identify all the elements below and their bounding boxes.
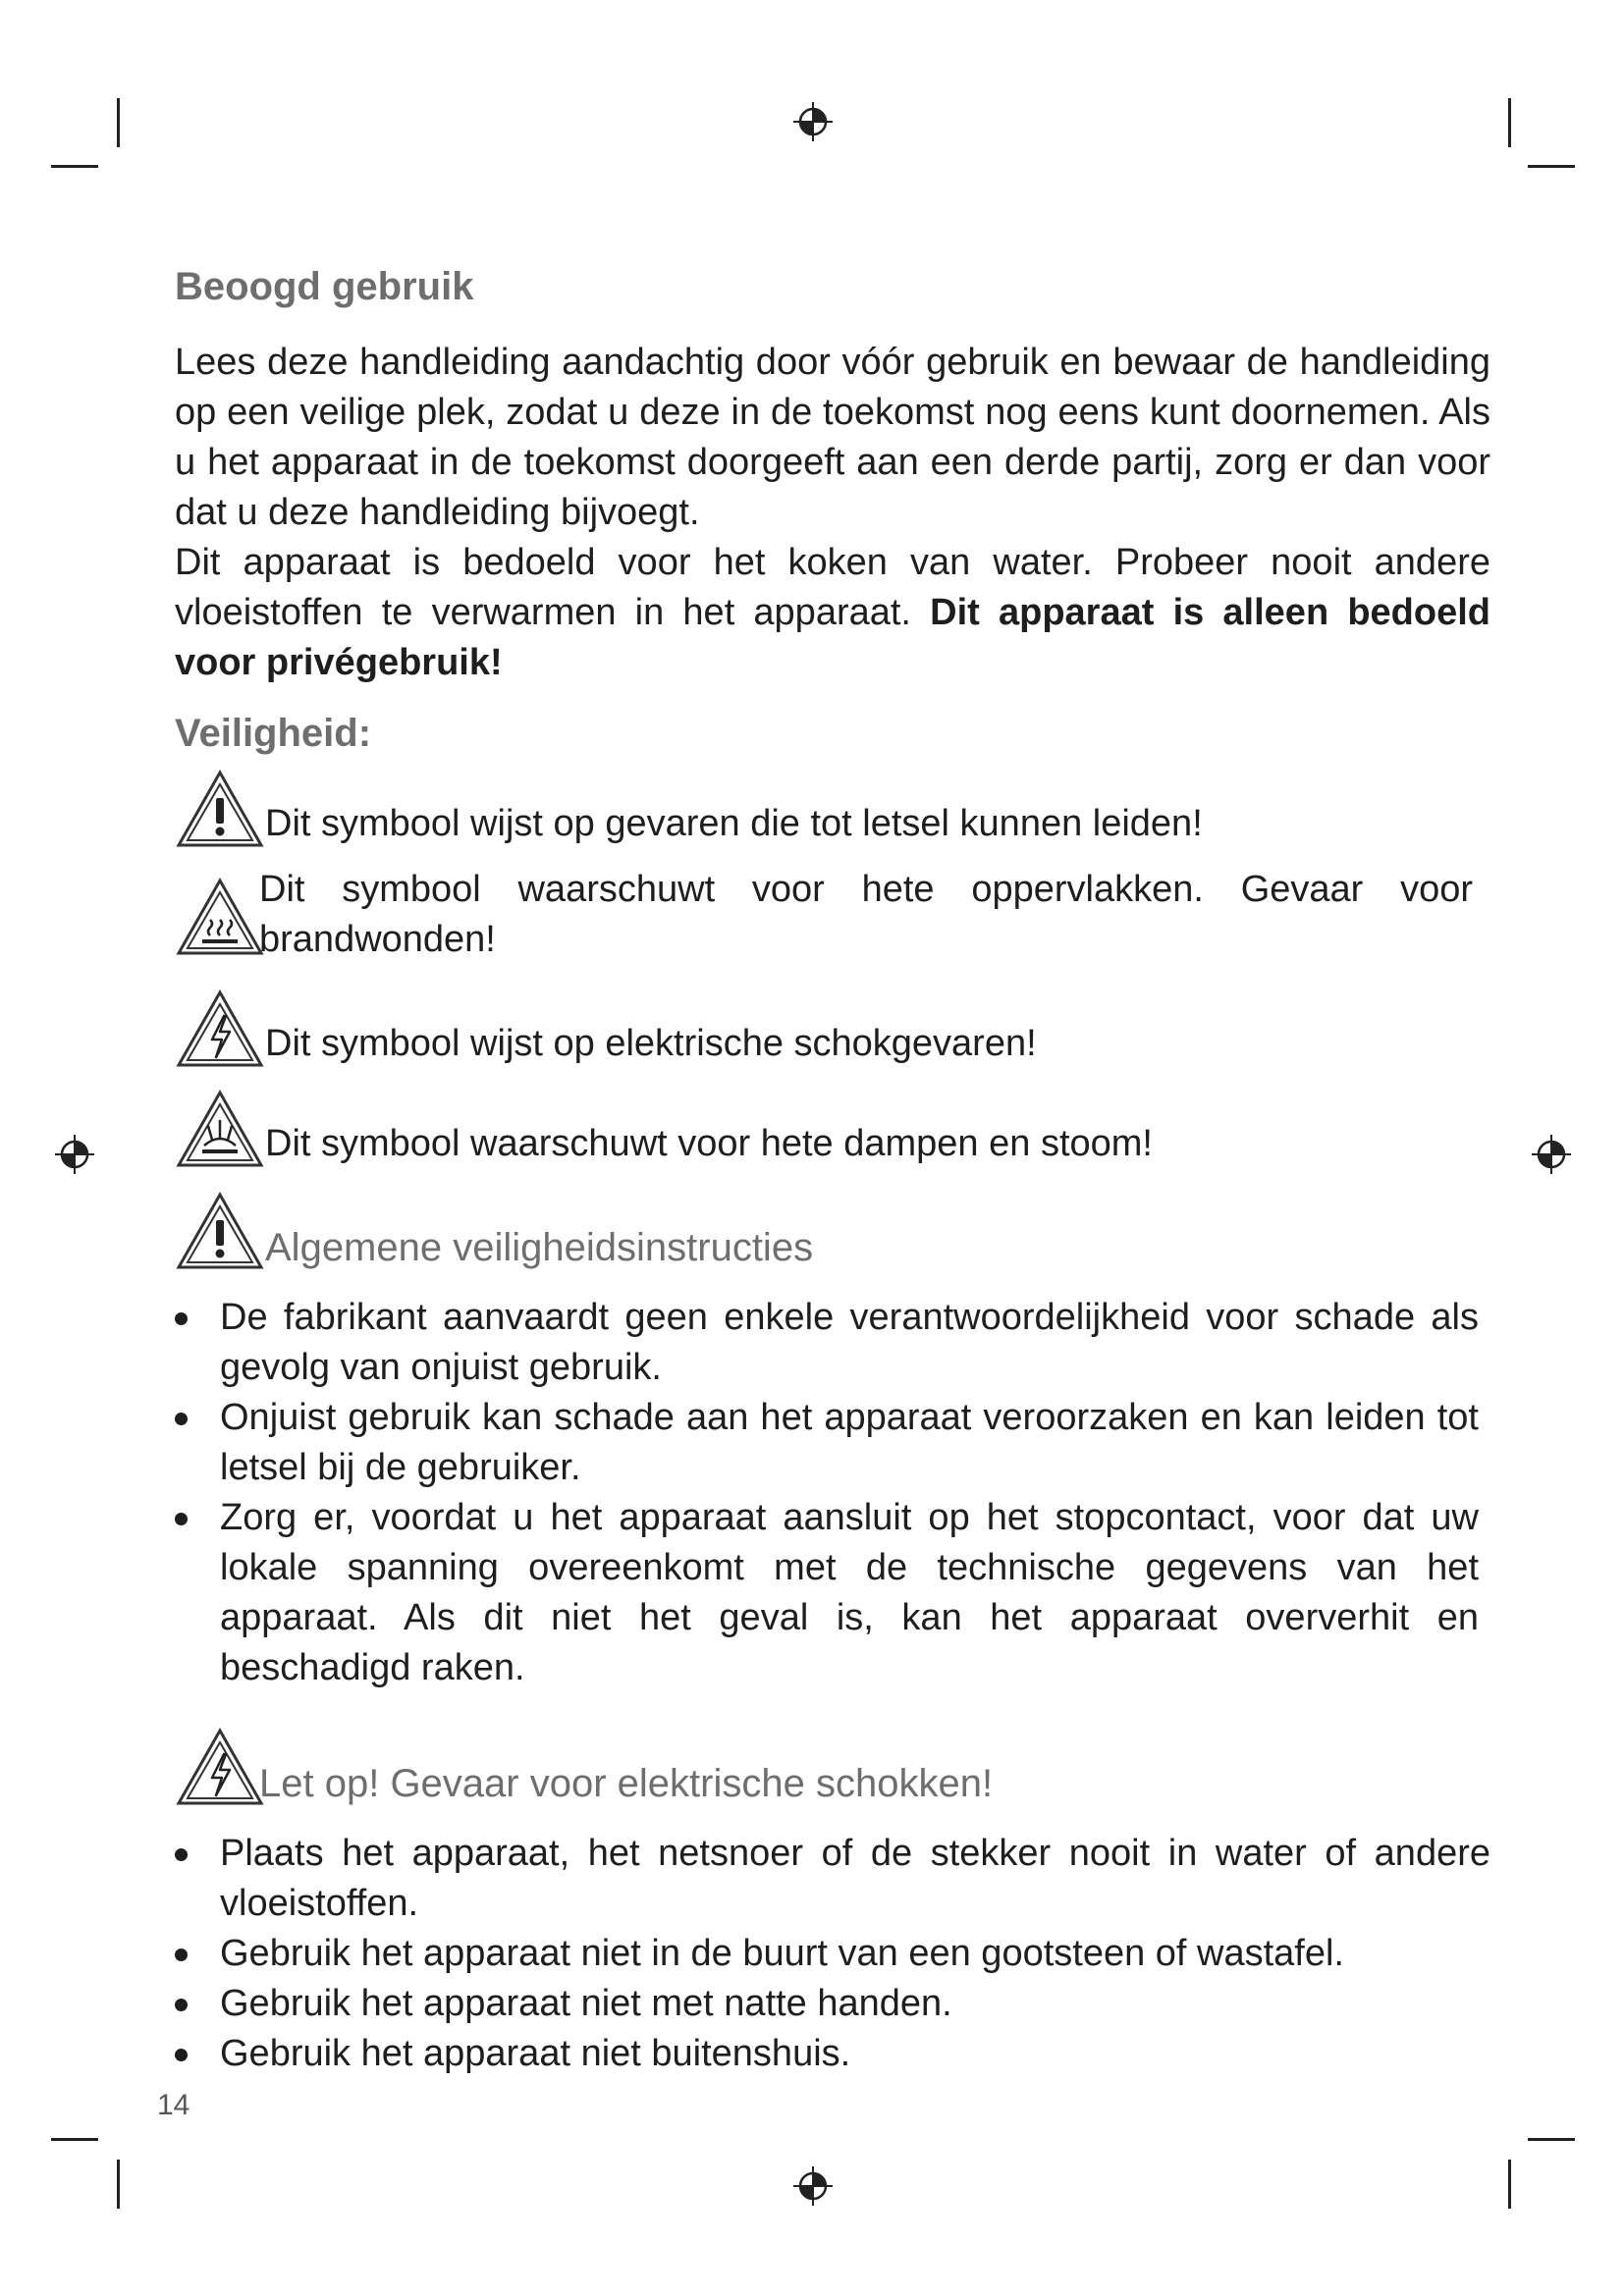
hot-steam-icon (175, 1089, 265, 1169)
list-item (175, 1829, 1490, 1929)
list-item (175, 2029, 1490, 2079)
list-item-text: Gebruik het apparaat niet buitenshuis. (220, 2033, 851, 2074)
general-safety-heading-row (175, 1191, 1490, 1271)
safety-heading: Veiligheid: (175, 712, 372, 755)
list-item-text: Plaats het apparaat, het netsnoer of de stekker nooit in water of andere vloeistoffen. (220, 1833, 1490, 1924)
crop-mark (1528, 2138, 1575, 2141)
crop-mark (1528, 165, 1575, 168)
bullet-dot (175, 1312, 188, 1325)
crop-mark (1508, 98, 1511, 147)
symbol-description: Dit symbool wijst op elektrische schokgevaren! (265, 1023, 1037, 1064)
bullet-dot (175, 1848, 188, 1861)
bullet-dot (175, 2049, 188, 2061)
general-safety-list (175, 1293, 1479, 1693)
crop-mark (51, 165, 98, 168)
electric-shock-icon (175, 988, 265, 1069)
bullet-dot (175, 1949, 188, 1961)
electric-shock-icon (175, 1727, 265, 1807)
electric-shock-heading: Let op! Gevaar voor elektrische schokken! (259, 1762, 994, 1805)
symbol-row-hot-surface (175, 865, 1490, 965)
registration-mark-icon (793, 2166, 833, 2206)
warning-exclamation-icon (175, 769, 265, 849)
private-use-notice: Dit apparaat is alleen bedoeld voor privégebruik! (175, 592, 1490, 683)
symbol-description: Dit symbool waarschuwt voor hete dampen en stoom! (265, 1123, 1153, 1164)
registration-mark-icon (793, 102, 833, 141)
warning-exclamation-icon (175, 1191, 265, 1271)
symbol-row-injury (175, 769, 1490, 849)
symbol-description: Dit symbool waarschuwt voor hete oppervlakken. Gevaar voor brandwonden! (259, 869, 1473, 960)
list-item-text: De fabrikant aanvaardt geen enkele verantwoordelijkheid voor schade als gevolg van onjuist gebruik. (220, 1297, 1479, 1388)
list-item-text: Onjuist gebruik kan schade aan het apparaat veroorzaken en kan leiden tot letsel bij de gebruiker. (220, 1397, 1479, 1488)
list-item-text: Gebruik het apparaat niet met natte handen. (220, 1983, 952, 2024)
electric-shock-heading-row (175, 1727, 1490, 1807)
hot-surface-icon (175, 877, 265, 957)
intended-use-heading: Beoogd gebruik (175, 265, 474, 308)
intended-use-paragraph (175, 538, 1490, 688)
registration-mark-icon (1532, 1135, 1571, 1174)
intended-use-paragraph: Lees deze handleiding aandachtig door vóór gebruik en bewaar de handleiding op een veilige plek, zodat u deze in de toekomst nog eens kunt doornemen. Als u het apparaat in de toekomst doorgeeft aan een derde partij, zorg er dan voor dat u deze handleiding bijvoegt. (175, 342, 1490, 533)
crop-mark (51, 2138, 98, 2141)
general-safety-heading: Algemene veiligheidsinstructies (265, 1226, 814, 1269)
intended-use-text: Dit apparaat is bedoeld voor het koken van water. Probeer nooit andere vloeistoffen te verwarmen in het apparaat. (175, 542, 1490, 633)
list-item (175, 1293, 1479, 1393)
symbol-description: Dit symbool wijst op gevaren die tot letsel kunnen leiden! (265, 803, 1203, 844)
list-item-text: Gebruik het apparaat niet in de buurt van een gootsteen of wastafel. (220, 1933, 1344, 1974)
crop-mark (1508, 2160, 1511, 2209)
electric-safety-list (175, 1829, 1490, 2079)
bullet-dot (175, 1999, 188, 2011)
crop-mark (117, 2160, 120, 2209)
symbol-row-electric (175, 988, 1490, 1069)
registration-mark-icon (55, 1135, 94, 1174)
list-item (175, 1393, 1479, 1493)
list-item (175, 1493, 1479, 1693)
bullet-dot (175, 1413, 188, 1425)
list-item-text: Zorg er, voordat u het apparaat aansluit op het stopcontact, voor dat uw lokale spanning overeenkomt met de technische gegevens van het apparaat. Als dit niet het geval is, kan het apparaat oververhit en beschadigd raken. (220, 1497, 1479, 1688)
crop-mark (117, 98, 120, 147)
list-item (175, 1929, 1490, 1979)
symbol-row-steam (175, 1089, 1490, 1169)
page-content (175, 263, 1490, 2079)
list-item (175, 1979, 1490, 2029)
page-number: 14 (157, 2089, 190, 2121)
bullet-dot (175, 1513, 188, 1525)
